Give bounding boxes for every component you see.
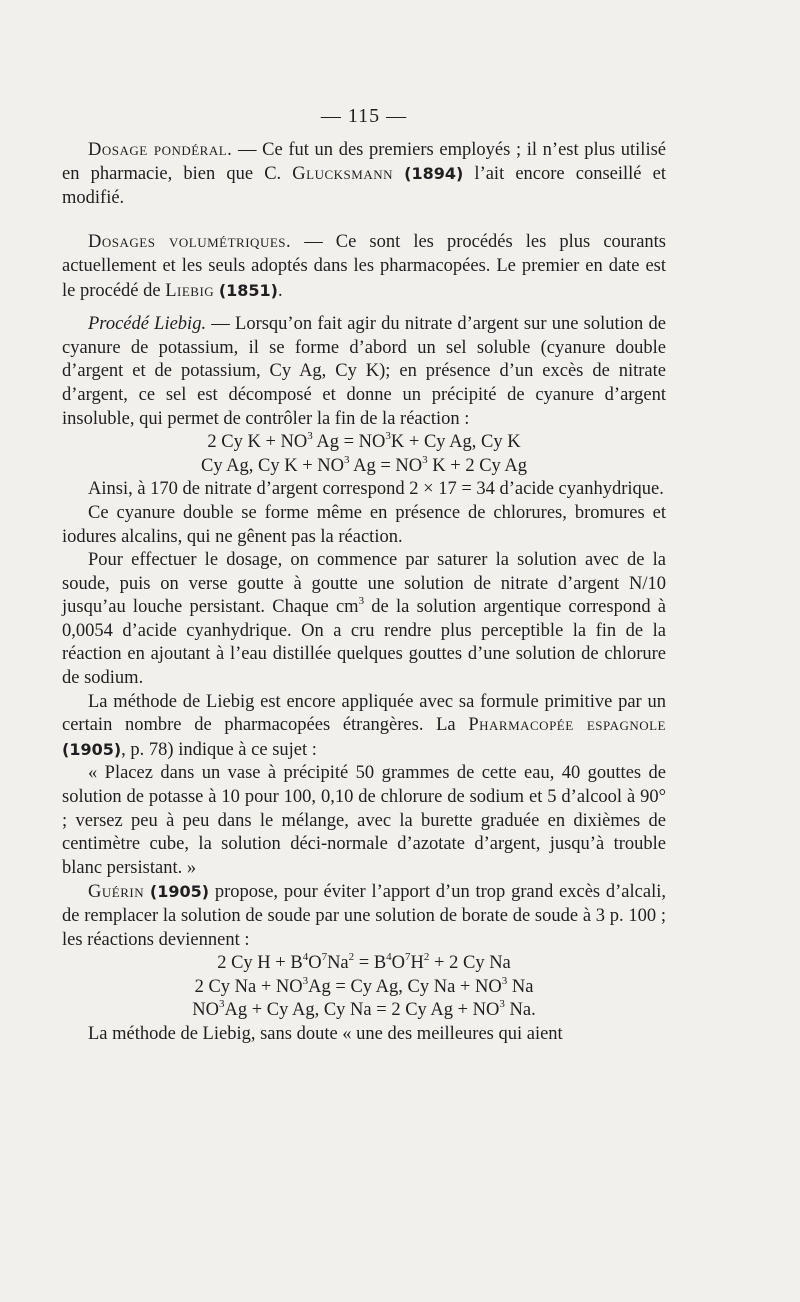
year-ref: (1851): [218, 280, 278, 300]
section-heading: Dosage pondéral.: [88, 139, 233, 160]
pharmacopoeia-name: Pharmacopée espagnole: [468, 715, 667, 736]
paragraph-guerin: Guérin (1905) propose, pour éviter l’apport d’un trop grand excès d’alcali, de remplacer la solution de soude par une solution de borate de soude à 3 p. 100 ; les réactions deviennent :: [62, 882, 666, 950]
paragraph-text: — Lorsqu’on fait agir du nitrate d’argent sur une solution de cyanure de potassium, il se forme d’abord un sel soluble (cyanure double d’argent et de potassium, Cy Ag, Cy K); en présence d’un excès de nitrate d’argent, ce sel est décomposé et donne un précipité de cyanure d’argent insoluble, qui permet de contrôler la fin de la réaction :: [62, 314, 666, 429]
equation-2: Cy Ag, Cy $K + NO^3$ $Ag = NO^3$ K + 2 Cy Ag: [200, 453, 528, 476]
equation-4: 2 Cy $Na + NO^3Ag = Cy$ Ag, Cy $Na + NO^3$ Na: [194, 974, 534, 997]
section-heading: Dosages volumétriques.: [88, 232, 292, 253]
paragraph-procede-liebig: [62, 313, 666, 431]
paragraph-text: — Ce fut un des premiers employés ; il n’est plus utilisé en pharmacie, bien que C.: [62, 139, 666, 185]
paragraph-quotation: « Placez dans un vase à précipité 50 grammes de cette eau, 40 gouttes de solution de potasse à 10 pour 100, 0,10 de chlorure de sodium et 5 d’alcool à 90° ; versez peu à peu dans le mélange, avec la burette graduée en dixièmes de centimètre cube, la solution déci-normale d’azotate d’argent, jusqu’à trouble blanc persistant. »: [62, 763, 666, 878]
section-heading: Procédé Liebig.: [88, 314, 207, 335]
paragraph-final: La méthode de Liebig, sans doute « une des meilleures qui aient: [88, 1023, 563, 1044]
paragraph-text: — Ce sont les procédés les plus courants actuellement et les seuls adoptés dans les pharmacopées. Le premier en date est le procédé de: [62, 232, 666, 301]
year-ref: (1894): [404, 164, 464, 184]
paragraph-dosages-volumetriques: [62, 231, 666, 303]
author-name: Liebig: [165, 280, 215, 301]
paragraph-cyanure-double: Ce cyanure double se forme même en présence de chlorures, bromures et iodures alcalins, qui ne gênent pas la réaction.: [62, 502, 666, 547]
page-number: — 115 —: [320, 105, 408, 127]
equation-1: 2 Cy $K + NO^3$ $Ag = NO^3K + Cy$ Ag, Cy K: [207, 429, 521, 453]
paragraph-methode-liebig: La méthode de Liebig est encore appliquée avec sa formule primitive par un certain nombre de pharmacopées étrangères. La Pharmacopée espagnole (1905), p. 78) indique à ce sujet :: [62, 691, 667, 760]
paragraph-text: l’ait encore conseillé et modifié.: [62, 164, 666, 208]
year-ref: (1905): [149, 882, 210, 902]
paragraph-text: .: [277, 280, 283, 301]
author-name: Guérin: [88, 882, 145, 903]
text-column: [62, 105, 666, 1047]
year-ref: (1905): [62, 739, 122, 759]
equation-3: 2 Cy $H + B^4O^7Na^2 = B^4O^7H^2 + 2$ Cy Na: [217, 951, 511, 974]
author-name: Glucksmann: [292, 164, 393, 185]
paragraph-ainsi: Ainsi, à 170 de nitrate d’argent correspond 2 × 17 = 34 d’acide cyanhydrique.: [88, 479, 664, 500]
paragraph-dosage-ponderal: [62, 139, 666, 211]
paragraph-effectuer-dosage: Pour effectuer le dosage, on commence par saturer la solution avec de la soude, puis on verse goutte à goutte une solution de nitrate d’argent N/10 jusqu’au louche persistant. Chaque $cm^3$ de la solution argentique correspond à 0,0054 d’acide cyanhydrique. On a cru rendre plus perceptible la fin de la réaction en ajoutant à l’eau distillée quelques gouttes d’une solution de chlorure de sodium.: [62, 550, 667, 689]
equation-5: $NO^3Ag + Cy$ Ag, Cy Na = 2 Cy $Ag + NO^3$ Na.: [192, 998, 536, 1021]
